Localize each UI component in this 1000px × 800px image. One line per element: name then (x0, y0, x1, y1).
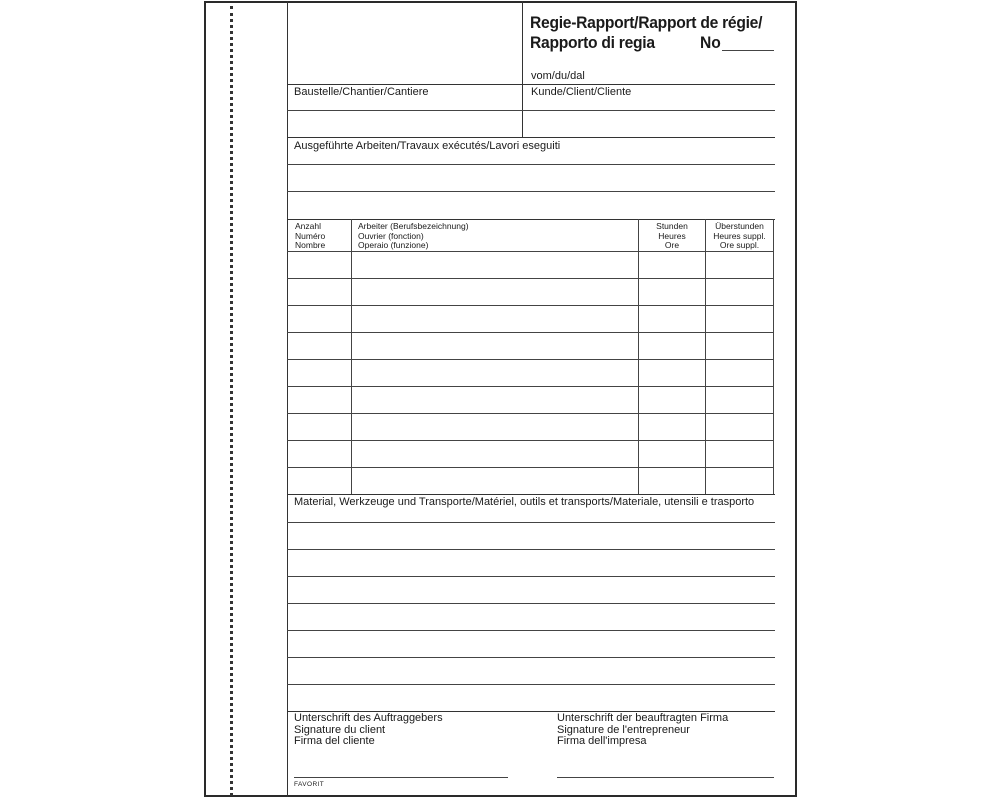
work-line[interactable] (287, 164, 775, 165)
client-label: Kunde/Client/Cliente (531, 86, 632, 98)
col-header-count (295, 222, 325, 251)
col-header-overtime-it: Ore suppl. (719, 240, 760, 250)
table-top-rule (287, 219, 775, 220)
table-row[interactable] (287, 305, 774, 306)
table-col-divider (351, 219, 352, 494)
signature-client-de: Unterschrift des Auftraggebers (294, 712, 443, 724)
header-rule (287, 84, 775, 85)
form-title-line1: Regie-Rapport/Rapport de régie/ (530, 13, 763, 32)
table-row[interactable] (287, 440, 774, 441)
col-header-worker-de: Arbeiter (Berufsbezeichnung) (358, 221, 469, 231)
col-header-hours-it: Ore (664, 240, 680, 250)
col-header-overtime-fr: Heures suppl. (713, 230, 766, 241)
header-divider (522, 1, 523, 137)
col-header-worker-fr: Ouvrier (fonction) (358, 230, 424, 241)
table-col-divider (638, 219, 639, 494)
signature-company-field[interactable] (557, 777, 774, 778)
col-header-count-de: Anzahl (295, 221, 321, 231)
material-label: Material, Werkzeuge und Transporte/Matériel, outils et transports/Materiale, utensili e trasporto (294, 496, 755, 508)
signature-client-it: Firma del cliente (294, 735, 375, 747)
col-header-hours-fr: Heures (658, 230, 686, 241)
material-line[interactable] (287, 630, 775, 631)
signature-client-label (294, 713, 443, 748)
material-line[interactable] (287, 549, 775, 550)
table-col-divider (705, 219, 706, 494)
table-row[interactable] (287, 467, 774, 468)
col-header-hours (639, 222, 705, 251)
col-header-worker (358, 222, 469, 251)
table-row[interactable] (287, 413, 774, 414)
work-label: Ausgeführte Arbeiten/Travaux exécutés/Lavori eseguiti (294, 140, 561, 152)
col-header-hours-de: Stunden (656, 221, 688, 231)
col-header-overtime-de: Überstunden (715, 221, 764, 231)
col-header-overtime (706, 222, 773, 251)
signature-client-field[interactable] (294, 777, 508, 778)
table-row[interactable] (287, 278, 774, 279)
brand-label: FAVORIT (294, 781, 325, 788)
perforation-line (230, 6, 233, 796)
signature-company-fr: Signature de l'entrepreneur (557, 723, 690, 736)
form-title-line2: Rapporto di regia (530, 33, 655, 52)
material-line[interactable] (287, 684, 775, 685)
material-line[interactable] (287, 576, 775, 577)
table-bottom-rule (287, 494, 775, 495)
work-line[interactable] (287, 191, 775, 192)
signature-company-label (557, 713, 728, 748)
binding-margin-line (287, 1, 288, 797)
form-title (530, 13, 762, 53)
section-rule (287, 137, 775, 138)
number-field[interactable] (722, 50, 774, 51)
table-row[interactable] (287, 386, 774, 387)
table-row[interactable] (287, 359, 774, 360)
material-line[interactable] (287, 522, 775, 523)
date-label: vom/du/dal (531, 70, 585, 82)
table-right-border (773, 219, 774, 494)
signature-client-fr: Signature du client (294, 723, 386, 736)
table-row[interactable] (287, 332, 774, 333)
col-header-count-fr: Numéro (295, 230, 326, 241)
col-header-worker-it: Operaio (funzione) (358, 240, 429, 250)
site-label: Baustelle/Chantier/Cantiere (294, 86, 429, 98)
table-row-rule (287, 251, 774, 252)
number-label: No (700, 33, 721, 52)
material-line[interactable] (287, 603, 775, 604)
col-header-count-it: Nombre (295, 240, 326, 250)
material-line[interactable] (287, 657, 775, 658)
signature-company-de: Unterschrift der beauftragten Firma (557, 712, 729, 724)
site-client-field[interactable] (287, 110, 775, 111)
form-sheet (204, 1, 797, 797)
signature-company-it: Firma dell'impresa (557, 735, 647, 747)
